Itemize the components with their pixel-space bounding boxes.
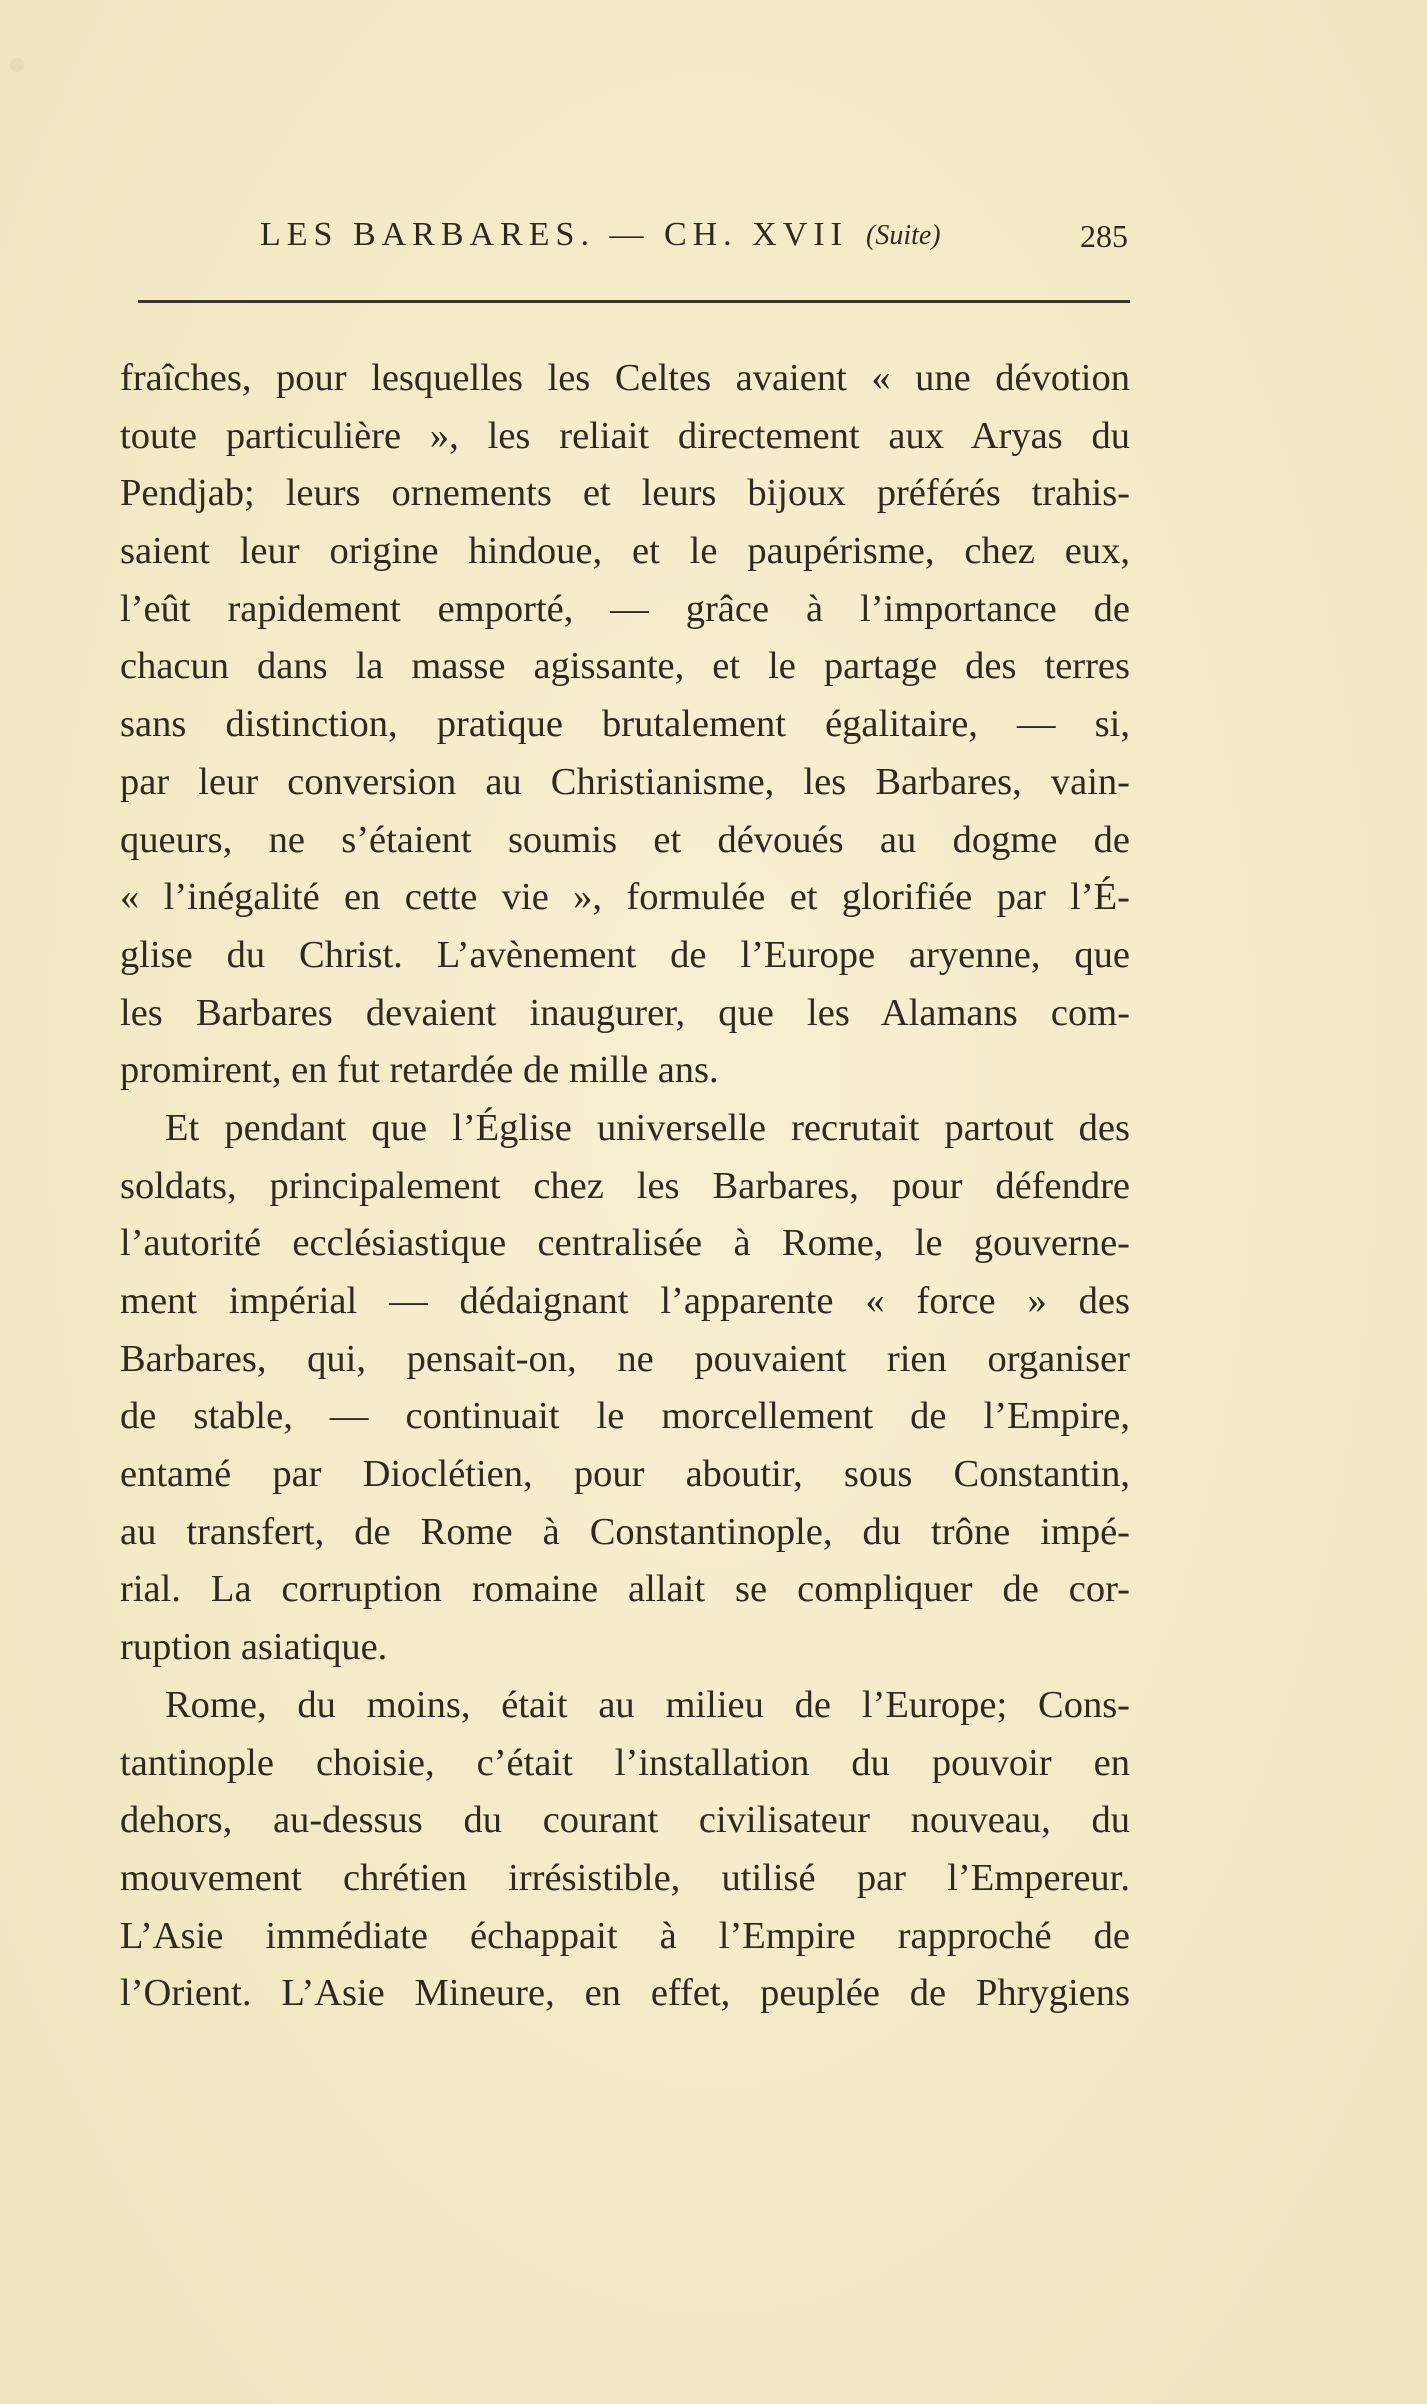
running-head	[120, 216, 1130, 276]
text-line: l’autorité ecclésiastique centralisée à Rome, le gouverne-	[120, 1222, 1130, 1265]
text-line: par leur conversion au Christianisme, les Barbares, vain-	[120, 760, 1130, 803]
body-text	[120, 350, 1130, 2023]
text-line: tantinople choisie, c’était l’installation du pouvoir en	[120, 1741, 1130, 1784]
text-line: fraîches, pour lesquelles les Celtes avaient « une dévotion	[120, 357, 1130, 399]
text-line: « l’inégalité en cette vie », formulée et glorifiée par l’É-	[120, 876, 1130, 919]
text-line: soldats, principalement chez les Barbares, pour défendre	[120, 1164, 1130, 1207]
text-line: au transfert, de Rome à Constantinople, du trône impé-	[120, 1510, 1130, 1553]
text-line: chacun dans la masse agissante, et le partage des terres	[120, 645, 1130, 688]
text-line: ruption asiatique.	[120, 1626, 388, 1669]
page-number: 285	[1080, 218, 1128, 254]
text-line: toute particulière », les reliait directement aux Aryas du	[120, 414, 1130, 457]
text-line: ment impérial — dédaignant l’apparente « force » des	[120, 1280, 1130, 1322]
text-line: Rome, du moins, était au milieu de l’Europe; Cons-	[165, 1683, 1130, 1726]
header-rule	[138, 300, 1130, 303]
running-head-title: LES BARBARES. — CH. XVII	[260, 216, 848, 253]
text-line: promirent, en fut retardée de mille ans.	[120, 1049, 719, 1092]
text-line: entamé par Dioclétien, pour aboutir, sous Constantin,	[120, 1453, 1130, 1496]
text-line: de stable, — continuait le morcellement de l’Empire,	[120, 1395, 1130, 1438]
text-line: Barbares, qui, pensait-on, ne pouvaient rien organiser	[120, 1337, 1130, 1380]
paper-speck	[10, 58, 24, 72]
text-line: dehors, au-dessus du courant civilisateur nouveau, du	[120, 1799, 1130, 1842]
text-line: Et pendant que l’Église universelle recrutait partout des	[165, 1106, 1130, 1149]
text-line: l’Orient. L’Asie Mineure, en effet, peuplée de Phrygiens	[120, 1972, 1130, 2015]
running-head-suite: (Suite)	[866, 220, 941, 251]
text-line: les Barbares devaient inaugurer, que les Alamans com-	[120, 991, 1130, 1034]
text-line: queurs, ne s’étaient soumis et dévoués au dogme de	[120, 818, 1130, 861]
text-line: glise du Christ. L’avènement de l’Europe aryenne, que	[120, 933, 1130, 976]
text-line: Pendjab; leurs ornements et leurs bijoux préférés trahis-	[120, 472, 1130, 515]
text-line: saient leur origine hindoue, et le paupérisme, chez eux,	[120, 530, 1130, 573]
text-line: L’Asie immédiate échappait à l’Empire rapproché de	[120, 1914, 1130, 1957]
text-line: l’eût rapidement emporté, — grâce à l’importance de	[120, 587, 1130, 630]
text-line: mouvement chrétien irrésistible, utilisé par l’Empereur.	[120, 1856, 1130, 1899]
text-line: sans distinction, pratique brutalement égalitaire, — si,	[120, 703, 1130, 746]
text-line: rial. La corruption romaine allait se compliquer de cor-	[120, 1568, 1130, 1611]
